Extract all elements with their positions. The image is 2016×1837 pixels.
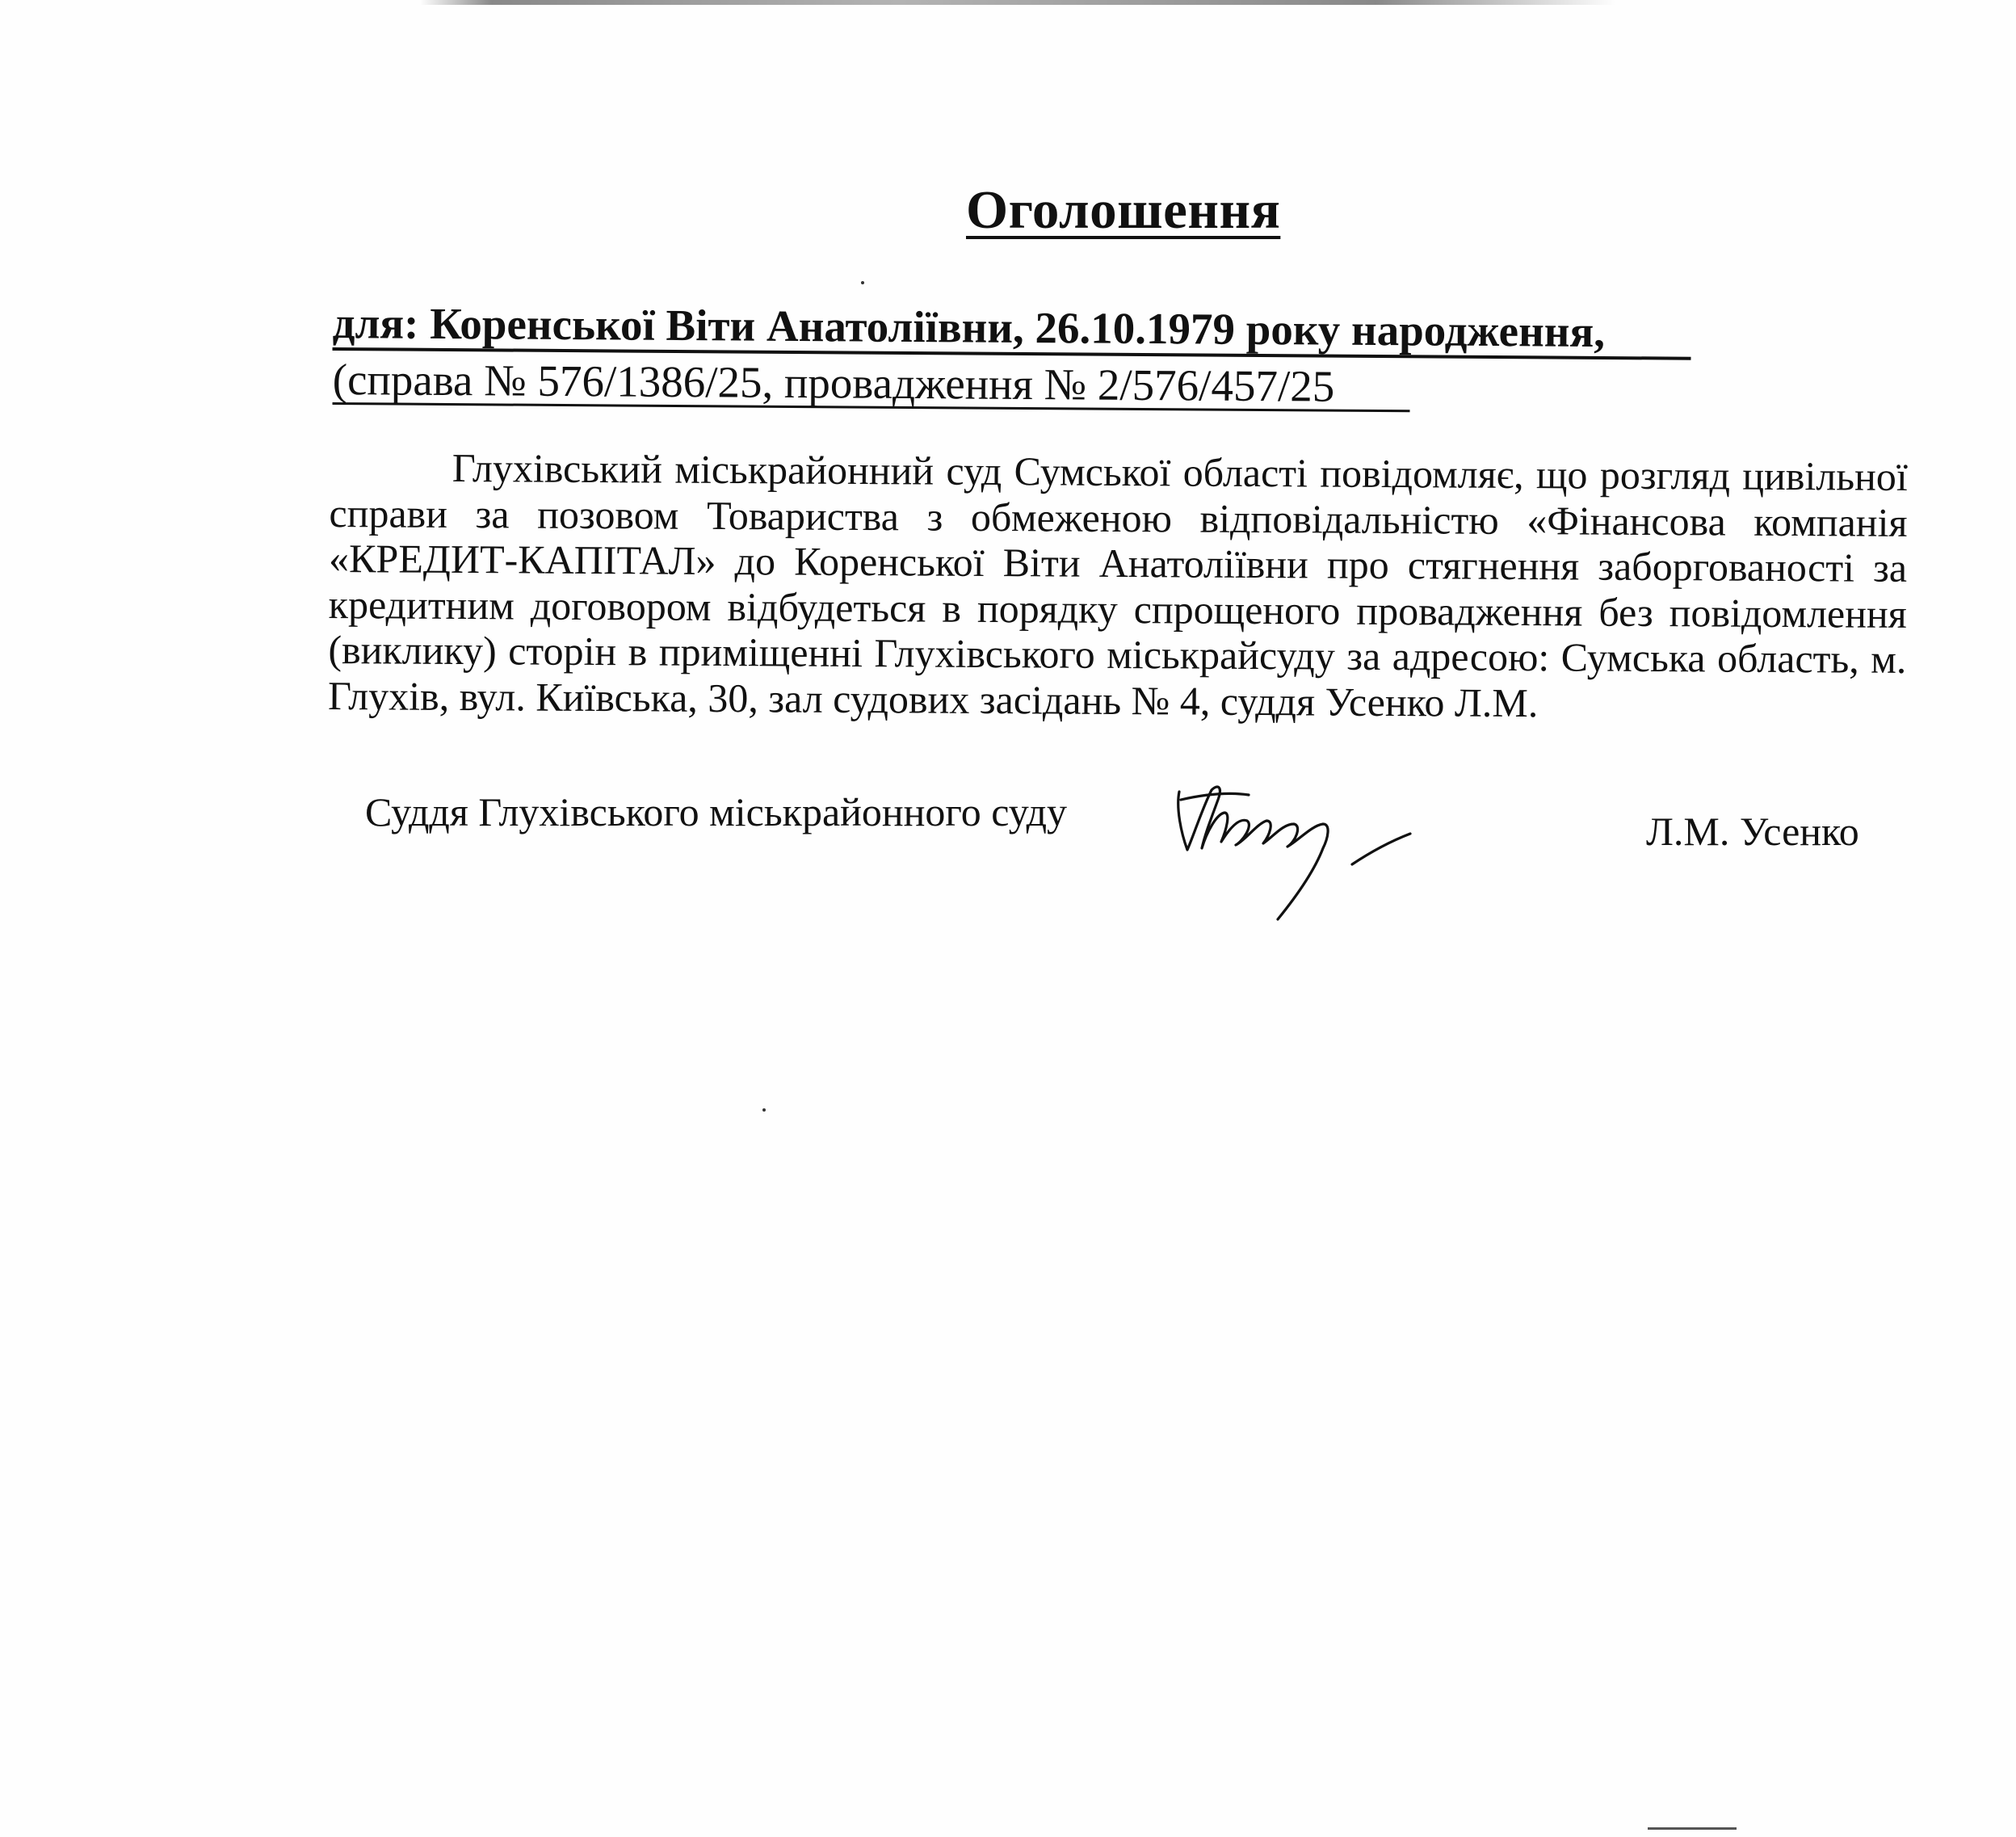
handwritten-signature: [1170, 767, 1452, 921]
announcement-body: Глухівський міськрайонний суд Сумської області повідомляє, що розгляд цивільної справи за позовом Товариства з обмеженою відповідальністю «Фінансова компанія «КРЕДИТ-КАПІТАЛ» до Коренської Віти Анатоліївни про стягнення заборгованості за кредитним договором відбудеться в порядку спрощеного провадження без повідомлення (виклику) сторін в приміщенні Глухівського міськрайсуду за адресою: Сумська область, м. Глухів, вул. Київська, 30, зал судових засідань № 4, суддя Усенко Л.М.: [327, 444, 1908, 725]
signature-role: Суддя Глухівського міськрайонного суду: [365, 789, 1068, 834]
document-title: Оголошення: [966, 180, 1281, 240]
addressee-block: [332, 294, 1693, 411]
addressee-name-line: для: Коренської Віти Анатоліївни, 26.10.1979 року народження,: [333, 294, 1691, 360]
signature-row: [0, 788, 2016, 934]
signature-name: Л.М. Усенко: [1646, 809, 1859, 854]
bottom-scan-mark: [1648, 1827, 1737, 1830]
top-scan-residue: [420, 0, 1615, 5]
scan-speck: [861, 281, 864, 284]
scan-speck: [762, 1108, 766, 1112]
case-number-line: (справа № 576/1386/25, провадження № 2/576/457/25: [333, 351, 1410, 412]
